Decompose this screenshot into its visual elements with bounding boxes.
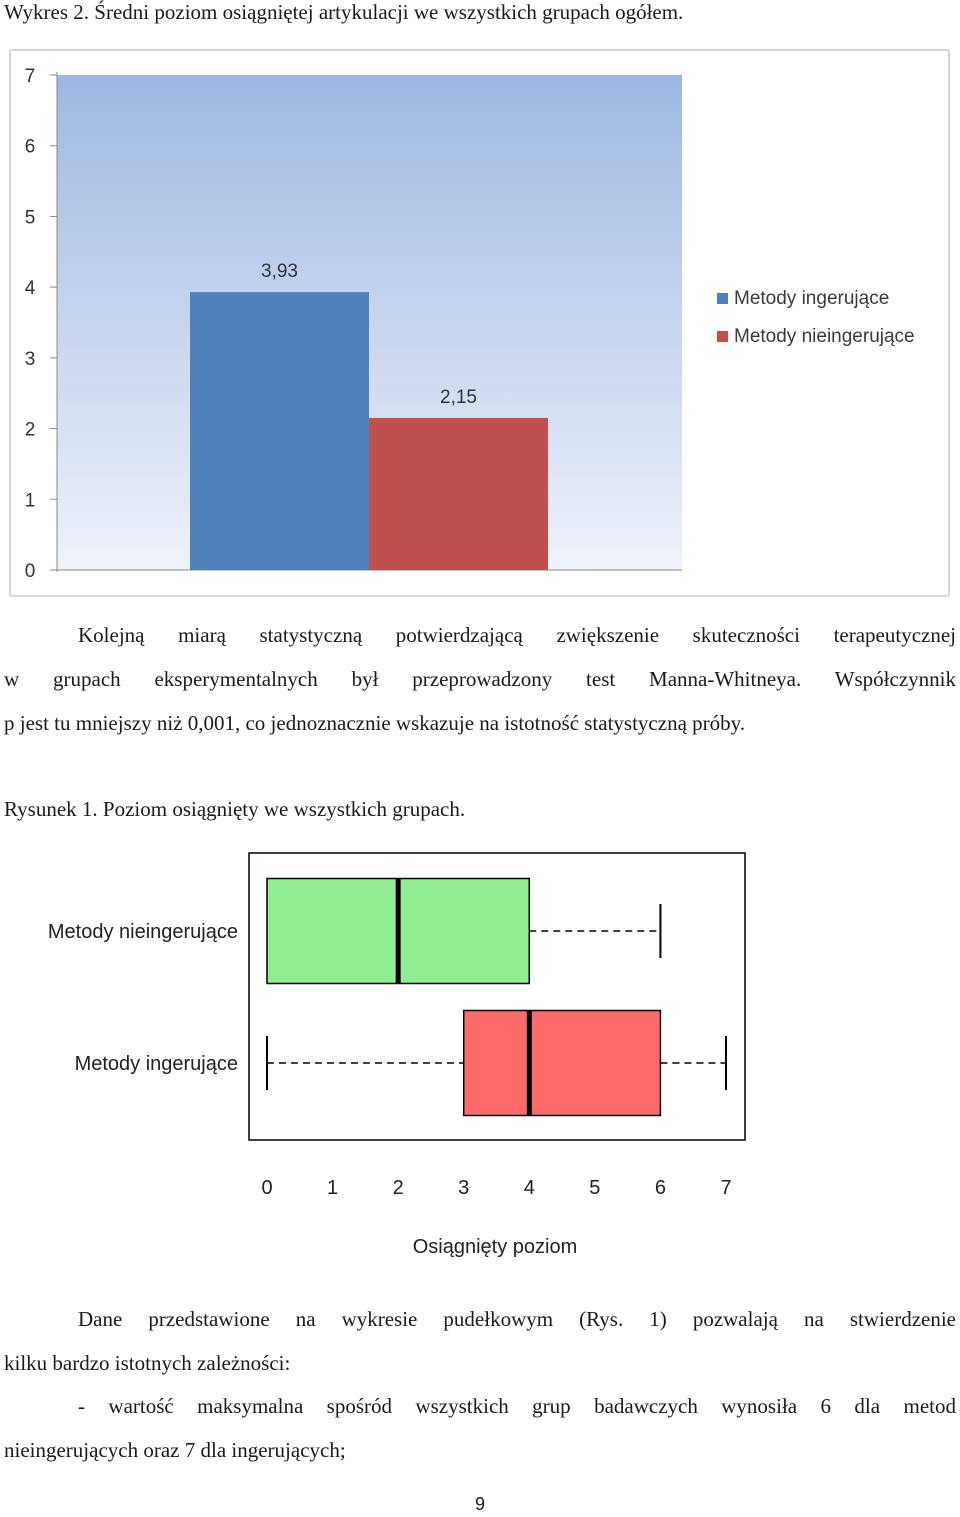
x-tick-label: 4: [523, 1177, 535, 1199]
box-category-label: Metody ingerujące: [74, 1053, 238, 1075]
paragraph-line: - wartość maksymalna spośród wszystkich grup badawczych wynosiła 6 dla metod: [78, 1394, 956, 1418]
paragraph-max-values: [4, 1384, 956, 1472]
bar: [369, 418, 548, 570]
legend-label: Metody nieingerujące: [734, 326, 915, 347]
bar-chart: [0, 40, 960, 605]
x-tick-label: 2: [392, 1177, 404, 1199]
figure-caption-bar: Wykres 2. Średni poziom osiągniętej artykulacji we wszystkich grupach ogółem.: [4, 0, 684, 24]
legend-label: Metody ingerujące: [734, 288, 890, 309]
x-tick-label: 7: [720, 1177, 732, 1199]
x-axis-title: Osiągnięty poziom: [412, 1236, 578, 1258]
paragraph-line: kilku bardzo istotnych zależności:: [4, 1351, 291, 1375]
paragraph-mann-whitney: [4, 613, 956, 745]
y-tick-label: 2: [24, 419, 36, 441]
bar: [190, 292, 369, 570]
paragraph-boxplot-intro: [4, 1297, 956, 1385]
y-tick-label: 4: [24, 278, 36, 300]
paragraph-line: w grupach eksperymentalnych był przeprowadzony test Manna-Whitneya. Współczynnik: [4, 667, 956, 691]
paragraph-line: nieingerujących oraz 7 dla ingerujących;: [4, 1438, 346, 1462]
paragraph-line: Dane przedstawione na wykresie pudełkowym (Rys. 1) pozwalają na stwierdzenie: [78, 1307, 956, 1331]
x-tick-label: 1: [327, 1177, 339, 1199]
y-tick-label: 1: [24, 490, 36, 512]
legend-swatch: [717, 293, 728, 304]
y-tick-label: 6: [24, 136, 36, 158]
figure-caption-boxplot: Rysunek 1. Poziom osiągnięty we wszystkich grupach.: [4, 797, 466, 821]
page-number: 9: [474, 1494, 485, 1514]
x-tick-label: 0: [261, 1177, 273, 1199]
x-tick-label: 5: [589, 1177, 601, 1199]
paragraph-line: Kolejną miarą statystyczną potwierdzającą zwiększenie skuteczności terapeutycznej: [78, 623, 956, 647]
box-category-label: Metody nieingerujące: [47, 921, 238, 943]
y-tick-label: 5: [24, 207, 36, 229]
x-tick-label: 3: [458, 1177, 470, 1199]
bar-value-label: 3,93: [261, 261, 298, 283]
y-tick-label: 3: [24, 348, 36, 370]
box-plot: [0, 845, 960, 1270]
bar-value-label: 2,15: [440, 386, 477, 408]
x-tick-label: 6: [654, 1177, 666, 1199]
paragraph-line: p jest tu mniejszy niż 0,001, co jednoznacznie wskazuje na istotność statystyczną próby.: [4, 711, 746, 735]
y-tick-label: 7: [24, 66, 36, 87]
box: [464, 1011, 661, 1116]
legend-swatch: [717, 331, 728, 342]
y-tick-label: 0: [24, 561, 36, 582]
